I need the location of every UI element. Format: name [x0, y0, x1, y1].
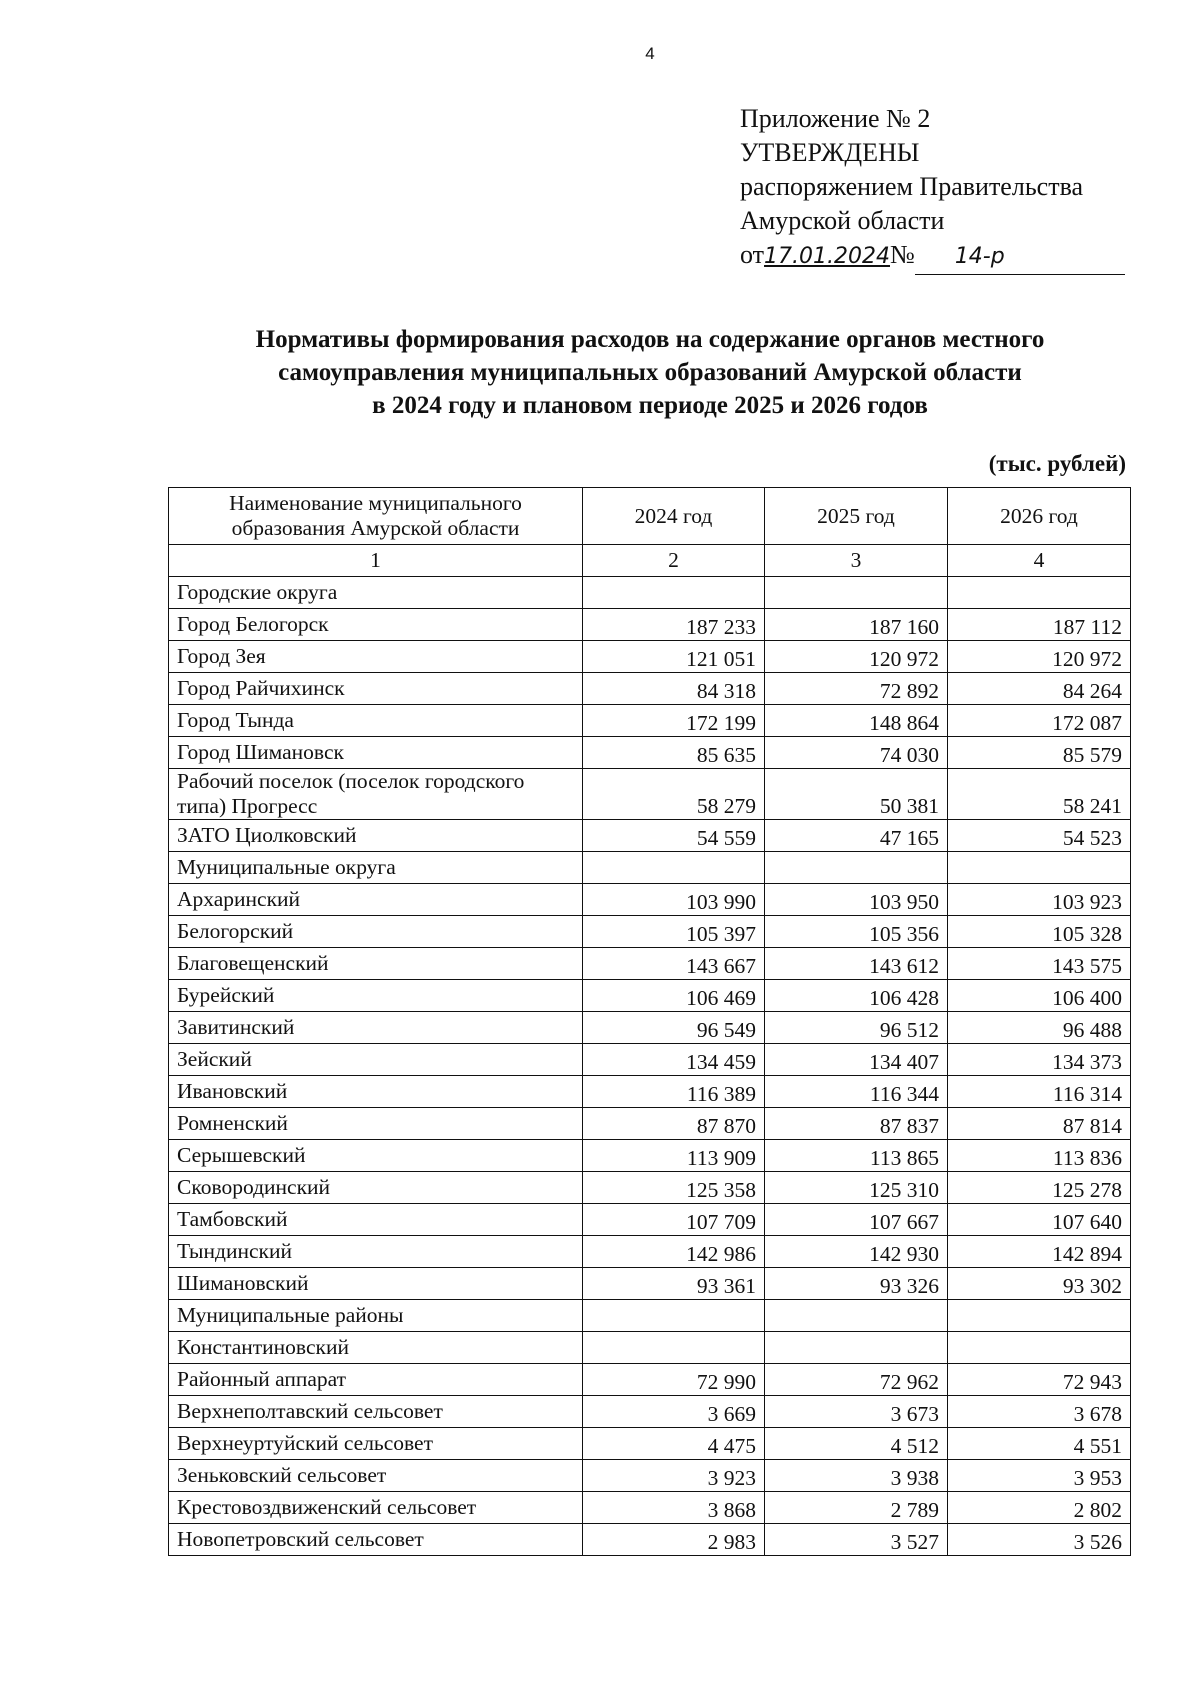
table-row — [169, 1172, 1131, 1204]
value-2025-cell: 72 892 — [765, 673, 948, 705]
table-row — [169, 1204, 1131, 1236]
title-line-2: самоуправления муниципальных образований Амурской области — [278, 359, 1022, 386]
value-2026-cell: 143 575 — [948, 948, 1131, 980]
row-name-cell: Белогорский — [169, 916, 583, 948]
value-2024-cell: 121 051 — [583, 641, 765, 673]
table-row — [169, 1396, 1131, 1428]
value-2025-cell: 2 789 — [765, 1492, 948, 1524]
value-2026-cell — [948, 852, 1131, 884]
table-row — [169, 852, 1131, 884]
value-2026-cell: 72 943 — [948, 1364, 1131, 1396]
value-2025-cell: 143 612 — [765, 948, 948, 980]
number-label: № — [890, 240, 915, 269]
value-2025-cell: 3 673 — [765, 1396, 948, 1428]
approval-date-line — [740, 238, 1125, 275]
value-2024-cell: 2 983 — [583, 1524, 765, 1556]
row-name-cell: Город Райчихинск — [169, 673, 583, 705]
row-name-cell: Тамбовский — [169, 1204, 583, 1236]
row-name-cell: Ромненский — [169, 1108, 583, 1140]
approval-number: 14-р — [915, 240, 1125, 275]
value-2026-cell: 107 640 — [948, 1204, 1131, 1236]
value-2026-cell: 116 314 — [948, 1076, 1131, 1108]
value-2024-cell: 58 279 — [583, 769, 765, 820]
table-row — [169, 1300, 1131, 1332]
value-2025-cell: 148 864 — [765, 705, 948, 737]
table-row — [169, 577, 1131, 609]
value-2026-cell: 187 112 — [948, 609, 1131, 641]
value-2026-cell: 142 894 — [948, 1236, 1131, 1268]
table-row — [169, 609, 1131, 641]
value-2024-cell: 3 868 — [583, 1492, 765, 1524]
row-name-cell: Город Шимановск — [169, 737, 583, 769]
value-2024-cell: 107 709 — [583, 1204, 765, 1236]
row-name-cell: Город Зея — [169, 641, 583, 673]
table-row — [169, 641, 1131, 673]
approval-block — [740, 102, 1125, 275]
value-2024-cell: 103 990 — [583, 884, 765, 916]
header-2025: 2025 год — [765, 488, 948, 545]
value-2024-cell: 3 669 — [583, 1396, 765, 1428]
table-row — [169, 1492, 1131, 1524]
table-row — [169, 948, 1131, 980]
header-2024: 2024 год — [583, 488, 765, 545]
row-name-cell: Сковородинский — [169, 1172, 583, 1204]
title-line-3: в 2024 году и плановом периоде 2025 и 2026 годов — [372, 392, 928, 419]
value-2025-cell: 120 972 — [765, 641, 948, 673]
region-label: Амурской области — [740, 206, 945, 235]
table-row — [169, 1140, 1131, 1172]
table-row — [169, 1460, 1131, 1492]
value-2025-cell: 50 381 — [765, 769, 948, 820]
value-2025-cell: 3 527 — [765, 1524, 948, 1556]
title-line-1: Нормативы формирования расходов на содержание органов местного — [255, 326, 1045, 353]
table-header-row — [169, 488, 1131, 545]
value-2025-cell — [765, 1332, 948, 1364]
approval-date: 17.01.2024 — [764, 244, 890, 269]
value-2025-cell: 74 030 — [765, 737, 948, 769]
table-row — [169, 737, 1131, 769]
row-name-cell: Зеньковский сельсовет — [169, 1460, 583, 1492]
value-2026-cell: 106 400 — [948, 980, 1131, 1012]
value-2026-cell: 3 953 — [948, 1460, 1131, 1492]
row-name-cell: Рабочий поселок (поселок городского типа) Прогресс — [169, 769, 583, 820]
value-2024-cell: 106 469 — [583, 980, 765, 1012]
value-2025-cell: 3 938 — [765, 1460, 948, 1492]
value-2024-cell: 116 389 — [583, 1076, 765, 1108]
column-number-row — [169, 545, 1131, 577]
value-2026-cell: 3 678 — [948, 1396, 1131, 1428]
value-2026-cell: 3 526 — [948, 1524, 1131, 1556]
value-2025-cell: 103 950 — [765, 884, 948, 916]
value-2025-cell: 4 512 — [765, 1428, 948, 1460]
table-row — [169, 884, 1131, 916]
row-name-cell: Бурейский — [169, 980, 583, 1012]
approved-by-label: распоряжением Правительства — [740, 172, 1084, 201]
value-2025-cell: 142 930 — [765, 1236, 948, 1268]
row-name-cell: Верхнеуртуйский сельсовет — [169, 1428, 583, 1460]
value-2024-cell: 93 361 — [583, 1268, 765, 1300]
value-2024-cell: 3 923 — [583, 1460, 765, 1492]
row-name-cell: Город Тында — [169, 705, 583, 737]
table-row — [169, 916, 1131, 948]
table-row — [169, 980, 1131, 1012]
value-2025-cell: 93 326 — [765, 1268, 948, 1300]
value-2026-cell: 103 923 — [948, 884, 1131, 916]
value-2025-cell: 125 310 — [765, 1172, 948, 1204]
value-2025-cell: 106 428 — [765, 980, 948, 1012]
value-2025-cell — [765, 577, 948, 609]
value-2026-cell: 85 579 — [948, 737, 1131, 769]
value-2025-cell: 47 165 — [765, 820, 948, 852]
column-number: 3 — [765, 545, 948, 577]
value-2026-cell — [948, 577, 1131, 609]
row-name-cell: Ивановский — [169, 1076, 583, 1108]
table-row — [169, 1108, 1131, 1140]
value-2025-cell: 116 344 — [765, 1076, 948, 1108]
value-2024-cell: 172 199 — [583, 705, 765, 737]
approved-label: УТВЕРЖДЕНЫ — [740, 138, 920, 167]
page-number: 4 — [645, 44, 655, 63]
value-2024-cell — [583, 577, 765, 609]
value-2025-cell: 107 667 — [765, 1204, 948, 1236]
row-name-cell: Городские округа — [169, 577, 583, 609]
table-row — [169, 820, 1131, 852]
table-row — [169, 769, 1131, 820]
row-name-cell: Архаринский — [169, 884, 583, 916]
value-2024-cell: 85 635 — [583, 737, 765, 769]
value-2026-cell: 134 373 — [948, 1044, 1131, 1076]
value-2024-cell: 187 233 — [583, 609, 765, 641]
table-row — [169, 673, 1131, 705]
row-name-cell: Муниципальные округа — [169, 852, 583, 884]
from-label: от — [740, 240, 765, 269]
table-row — [169, 1428, 1131, 1460]
value-2026-cell: 96 488 — [948, 1012, 1131, 1044]
value-2024-cell: 113 909 — [583, 1140, 765, 1172]
value-2026-cell: 4 551 — [948, 1428, 1131, 1460]
value-2025-cell: 105 356 — [765, 916, 948, 948]
table-row — [169, 1268, 1131, 1300]
value-2026-cell — [948, 1332, 1131, 1364]
value-2026-cell: 120 972 — [948, 641, 1131, 673]
table-body — [169, 577, 1131, 1556]
value-2024-cell: 142 986 — [583, 1236, 765, 1268]
value-2026-cell: 125 278 — [948, 1172, 1131, 1204]
table-row — [169, 1012, 1131, 1044]
value-2025-cell: 134 407 — [765, 1044, 948, 1076]
value-2024-cell — [583, 1300, 765, 1332]
row-name-cell: Новопетровский сельсовет — [169, 1524, 583, 1556]
value-2026-cell — [948, 1300, 1131, 1332]
row-name-cell: Шимановский — [169, 1268, 583, 1300]
value-2025-cell — [765, 1300, 948, 1332]
value-2024-cell: 54 559 — [583, 820, 765, 852]
value-2026-cell: 87 814 — [948, 1108, 1131, 1140]
value-2026-cell: 172 087 — [948, 705, 1131, 737]
row-name-cell: Верхнеполтавский сельсовет — [169, 1396, 583, 1428]
header-municipality: Наименование муниципального образования Амурской области — [169, 488, 583, 545]
value-2024-cell — [583, 1332, 765, 1364]
table-row — [169, 1364, 1131, 1396]
row-name-cell: Муниципальные районы — [169, 1300, 583, 1332]
row-name-cell: Константиновский — [169, 1332, 583, 1364]
row-name-cell: Районный аппарат — [169, 1364, 583, 1396]
norms-table — [168, 487, 1131, 1556]
value-2026-cell: 54 523 — [948, 820, 1131, 852]
column-number: 2 — [583, 545, 765, 577]
value-2025-cell — [765, 852, 948, 884]
value-2025-cell: 96 512 — [765, 1012, 948, 1044]
table-row — [169, 1236, 1131, 1268]
value-2026-cell: 93 302 — [948, 1268, 1131, 1300]
row-name-cell: ЗАТО Циолковский — [169, 820, 583, 852]
column-number: 4 — [948, 545, 1131, 577]
value-2026-cell: 58 241 — [948, 769, 1131, 820]
appendix-label: Приложение № 2 — [740, 104, 931, 133]
value-2024-cell: 4 475 — [583, 1428, 765, 1460]
value-2026-cell: 113 836 — [948, 1140, 1131, 1172]
column-number: 1 — [169, 545, 583, 577]
table-row — [169, 1524, 1131, 1556]
value-2024-cell: 134 459 — [583, 1044, 765, 1076]
row-name-cell: Зейский — [169, 1044, 583, 1076]
row-name-cell: Благовещенский — [169, 948, 583, 980]
table-row — [169, 1076, 1131, 1108]
units-label: (тыс. рублей) — [988, 451, 1126, 476]
value-2024-cell: 87 870 — [583, 1108, 765, 1140]
value-2024-cell: 84 318 — [583, 673, 765, 705]
value-2025-cell: 87 837 — [765, 1108, 948, 1140]
value-2024-cell: 96 549 — [583, 1012, 765, 1044]
table-row — [169, 1044, 1131, 1076]
row-name-cell: Город Белогорск — [169, 609, 583, 641]
value-2024-cell: 72 990 — [583, 1364, 765, 1396]
value-2025-cell: 72 962 — [765, 1364, 948, 1396]
table-row — [169, 1332, 1131, 1364]
header-2026: 2026 год — [948, 488, 1131, 545]
row-name-cell: Серышевский — [169, 1140, 583, 1172]
value-2026-cell: 2 802 — [948, 1492, 1131, 1524]
value-2025-cell: 187 160 — [765, 609, 948, 641]
value-2026-cell: 105 328 — [948, 916, 1131, 948]
row-name-cell: Тындинский — [169, 1236, 583, 1268]
value-2024-cell — [583, 852, 765, 884]
row-name-cell: Завитинский — [169, 1012, 583, 1044]
value-2026-cell: 84 264 — [948, 673, 1131, 705]
table-row — [169, 705, 1131, 737]
value-2025-cell: 113 865 — [765, 1140, 948, 1172]
row-name-cell: Крестовоздвиженский сельсовет — [169, 1492, 583, 1524]
value-2024-cell: 143 667 — [583, 948, 765, 980]
value-2024-cell: 125 358 — [583, 1172, 765, 1204]
value-2024-cell: 105 397 — [583, 916, 765, 948]
document-title — [150, 323, 1150, 422]
